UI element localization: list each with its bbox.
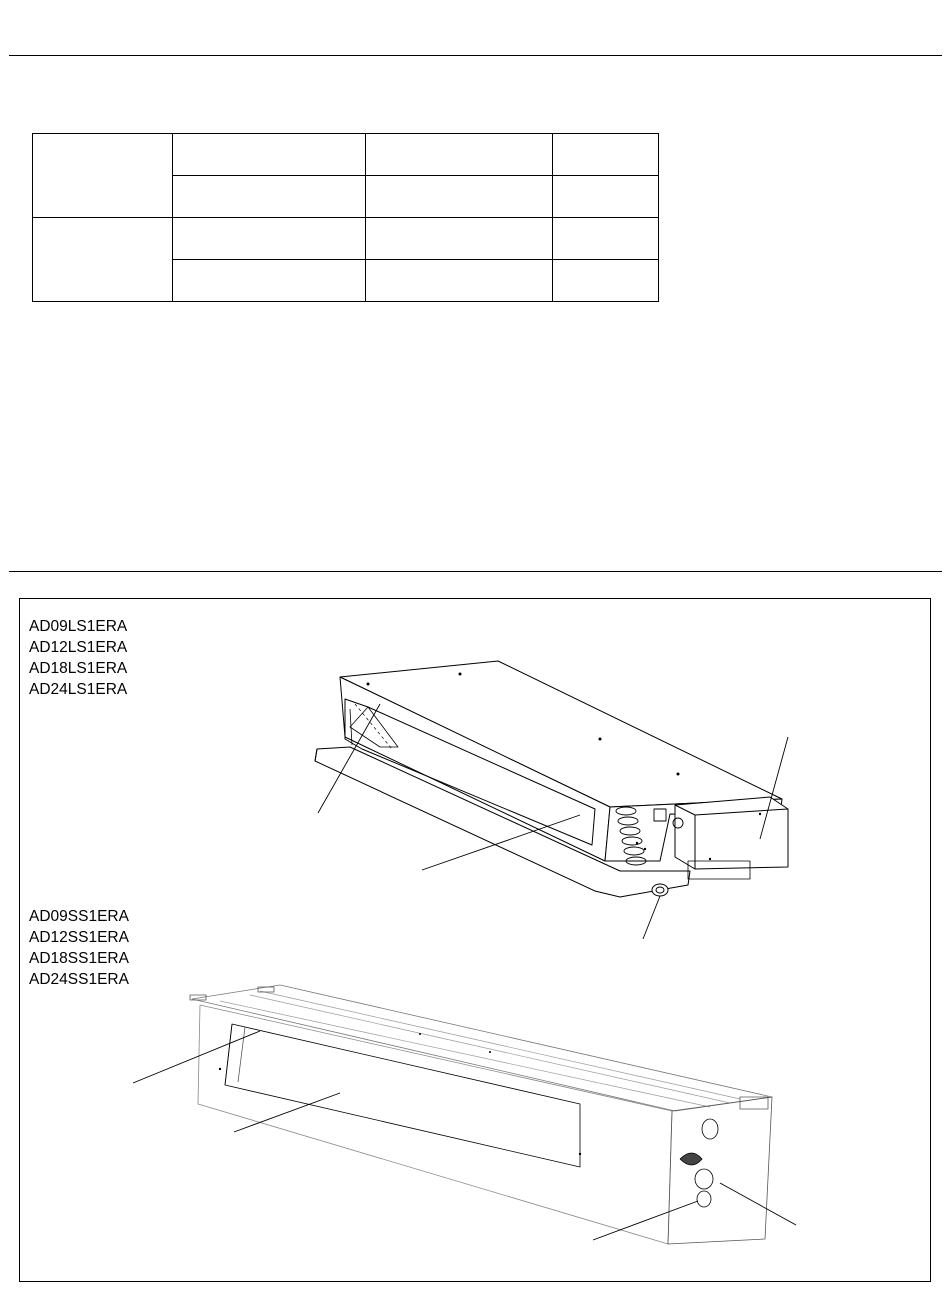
- table-cell: [173, 218, 366, 260]
- model-label: AD12LS1ERA: [29, 639, 128, 656]
- model-label: AD12SS1ERA: [29, 929, 129, 946]
- model-label: AD09SS1ERA: [29, 908, 129, 925]
- table-cell: [553, 134, 659, 176]
- table-row: [33, 134, 659, 176]
- table-cell: [366, 260, 553, 302]
- model-label: AD24SS1ERA: [29, 971, 129, 988]
- figure-frame: [19, 598, 931, 1282]
- table-cell: [366, 176, 553, 218]
- table-cell: [366, 134, 553, 176]
- mounting-brackets: [190, 987, 768, 1109]
- model-label: AD18LS1ERA: [29, 660, 128, 677]
- pipe-fittings: [680, 1119, 718, 1207]
- model-label: AD18SS1ERA: [29, 950, 129, 967]
- model-label: AD24LS1ERA: [29, 681, 128, 698]
- table-cell: [33, 134, 173, 218]
- model-label: AD09LS1ERA: [29, 618, 128, 635]
- table-cell: [553, 260, 659, 302]
- unit-front-face: [198, 1005, 672, 1244]
- table-cell: [553, 176, 659, 218]
- air-inlet-opening: [225, 1024, 580, 1167]
- unit-side-end: [668, 1097, 772, 1244]
- unit-top-plate: [192, 985, 772, 1111]
- table-cell: [173, 176, 366, 218]
- table-cell: [173, 134, 366, 176]
- table-cell: [366, 218, 553, 260]
- table-cell: [553, 218, 659, 260]
- lower-unit-drawing: [20, 599, 930, 1281]
- table-cell: [173, 260, 366, 302]
- section-rule: [9, 571, 942, 572]
- spec-table: [32, 133, 659, 302]
- top-rule: [9, 55, 942, 56]
- table-row: [33, 218, 659, 260]
- table-cell: [33, 218, 173, 302]
